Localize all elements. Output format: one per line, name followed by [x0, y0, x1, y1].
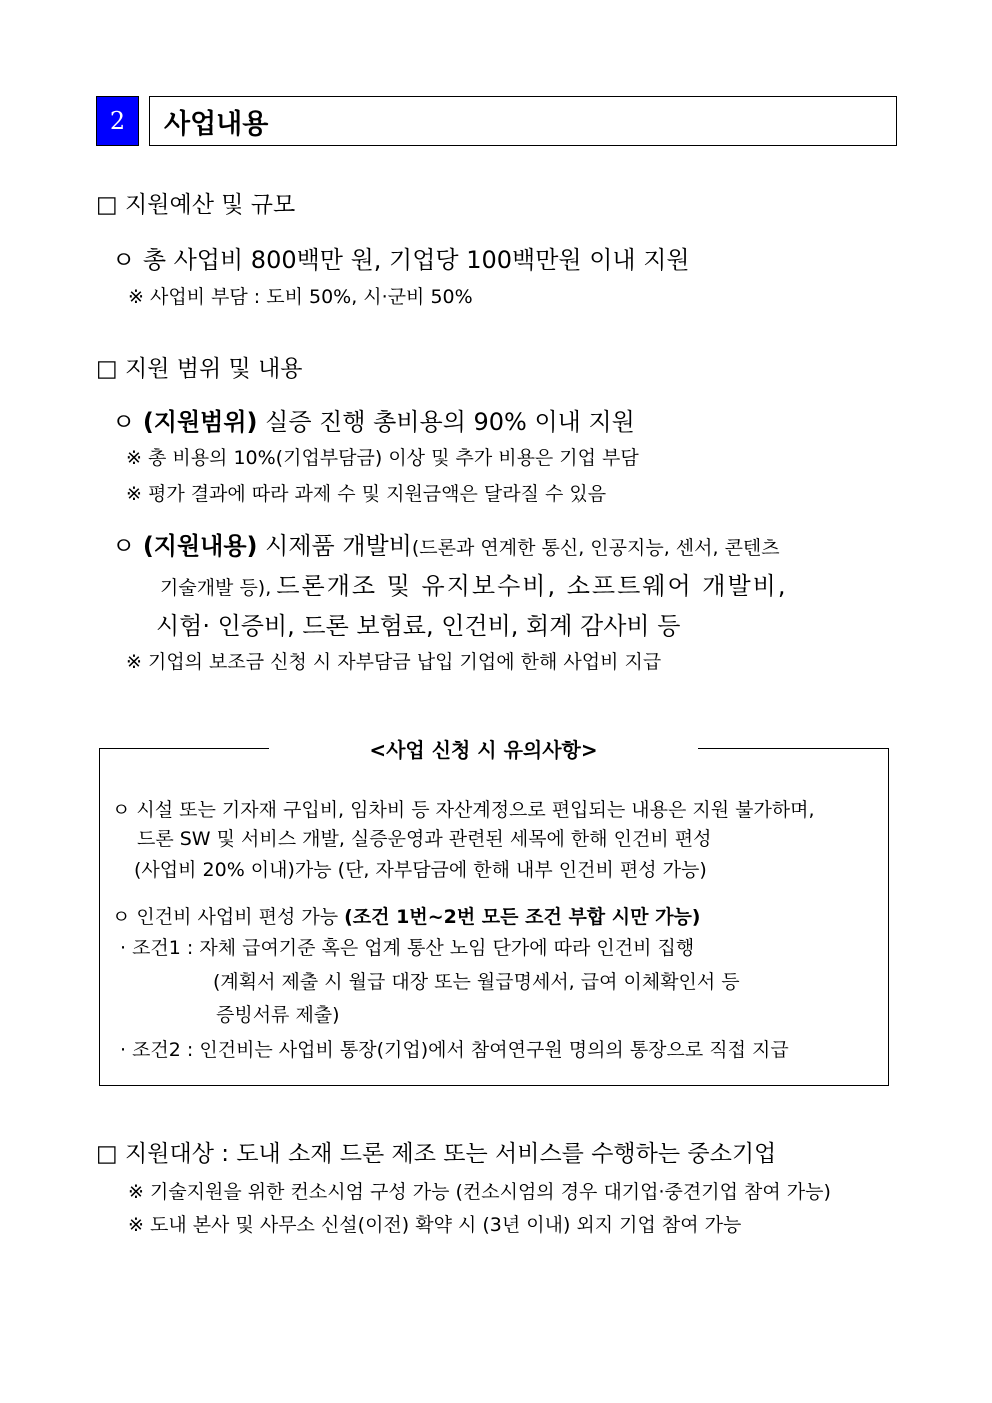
scope-range-label: (지원범위)	[142, 408, 258, 436]
scope-content-line-2	[160, 566, 787, 601]
scope-content-marker: ㅇ	[112, 532, 136, 560]
section-title-box	[149, 96, 897, 146]
notice-item1-line-3: (사업비 20% 이내)가능 (단, 자부담금에 한해 내부 인건비 편성 가능)	[134, 859, 707, 881]
notice-cond1-line-1: · 조건1 : 자체 급여기준 혹은 업계 통산 노임 단가에 따라 인건비 집행	[120, 937, 695, 959]
budget-note: ※ 사업비 부담 : 도비 50%, 시·군비 50%	[128, 286, 473, 308]
section-title: 사업내용	[164, 108, 269, 140]
scope-range-note-2: ※ 평가 결과에 따라 과제 수 및 지원금액은 달라질 수 있음	[126, 483, 607, 505]
scope-range-note-1: ※ 총 비용의 10%(기업부담금) 이상 및 추가 비용은 기업 부담	[126, 447, 639, 469]
scope-content-rest-1: 드론개조 및 유지보수비, 소프트웨어 개발비,	[276, 572, 788, 600]
target-note-2: ※ 도내 본사 및 사무소 신설(이전) 확약 시 (3년 이내) 외지 기업 참여 가능	[128, 1214, 742, 1236]
scope-content-note: ※ 기업의 보조금 신청 시 자부담금 납입 기업에 한해 사업비 지급	[126, 651, 662, 673]
section-number-box	[96, 96, 139, 146]
scope-content-label: (지원내용)	[142, 532, 258, 560]
budget-heading: □ 지원예산 및 규모	[96, 192, 296, 218]
scope-heading: □ 지원 범위 및 내용	[96, 356, 303, 382]
notice-item1-line-2: 드론 SW 및 서비스 개발, 실증운영과 관련된 세목에 한해 인건비 편성	[137, 828, 712, 850]
notice-item2-bold: (조건 1번~2번 모든 조건 부합 시만 가능)	[344, 906, 701, 928]
notice-item1-line-1: ㅇ 시설 또는 기자재 구입비, 임차비 등 자산계정으로 편입되는 내용은 지원 불가하며,	[112, 799, 815, 821]
scope-content-paren-2: 기술개발 등),	[160, 577, 272, 599]
scope-range-text: 실증 진행 총비용의 90% 이내 지원	[265, 408, 635, 436]
notice-item2	[112, 902, 700, 929]
scope-range-marker: ㅇ	[112, 408, 136, 436]
target-note-1: ※ 기술지원을 위한 컨소시엄 구성 가능 (컨소시엄의 경우 대기업·중견기업 참여 가능)	[128, 1181, 831, 1203]
section-number: 2	[109, 107, 126, 135]
scope-content-lead: 시제품 개발비	[265, 532, 412, 560]
notice-item2-lead: ㅇ 인건비 사업비 편성 가능	[112, 906, 339, 928]
target-heading: □ 지원대상 : 도내 소재 드론 제조 또는 서비스를 수행하는 중소기업	[96, 1141, 777, 1167]
notice-cond2: · 조건2 : 인건비는 사업비 통장(기업)에서 참여연구원 명의의 통장으로 직접 지급	[120, 1039, 789, 1061]
scope-content-rest-2: 시험· 인증비, 드론 보험료, 인건비, 회계 감사비 등	[156, 612, 681, 640]
scope-content-paren-1: (드론과 연계한 통신, 인공지능, 센서, 콘텐츠	[411, 537, 780, 559]
notice-title: <사업 신청 시 유의사항>	[369, 738, 598, 762]
notice-top-line-left	[99, 748, 269, 749]
notice-cond1-line-3: 증빙서류 제출)	[216, 1004, 340, 1026]
budget-bullet: ㅇ 총 사업비 800백만 원, 기업당 100백만원 이내 지원	[112, 246, 690, 274]
scope-content-line-1	[112, 526, 780, 561]
notice-top-line-right	[698, 748, 889, 749]
notice-cond1-line-2: (계획서 제출 시 월급 대장 또는 월급명세서, 급여 이체확인서 등	[213, 971, 740, 993]
scope-range-line	[112, 402, 635, 437]
